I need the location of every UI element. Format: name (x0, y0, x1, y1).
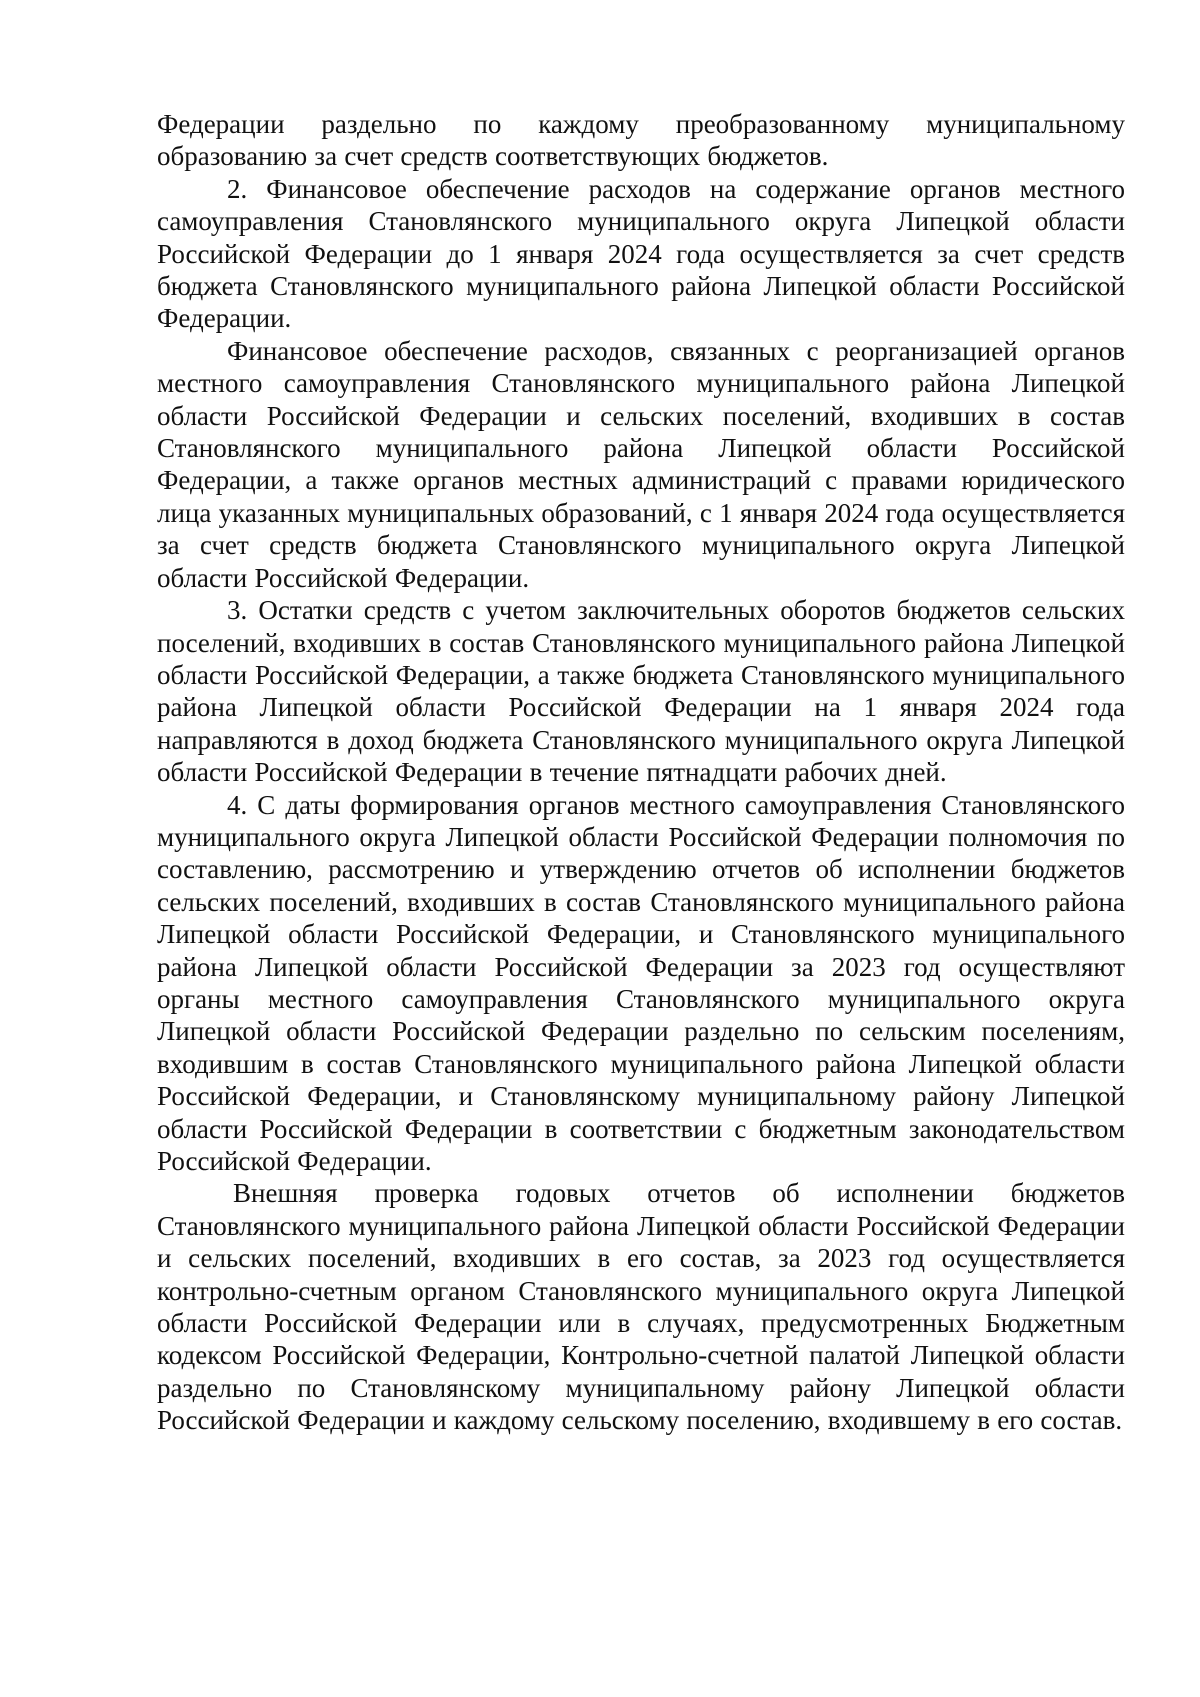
paragraph-financing-reorganization: Финансовое обеспечение расходов, связанных с реорганизацией органов местного самоуправления Становлянского муниципального района Липецкой области Российской Федерации и сельских поселений, входивших в состав Становлянского муниципального района Липецкой области Российской Федерации, а также органов местных администраций с правами юридического лица указанных муниципальных образований, с 1 января 2024 года осуществляется за счет средств бюджета Становлянского муниципального округа Липецкой области Российской Федерации. (157, 335, 1125, 593)
paragraph-continuation: Федерации раздельно по каждому преобразованному муниципальному образованию за счет средств соответствующих бюджетов. (157, 109, 1125, 172)
paragraph-item-3: 3. Остатки средств с учетом заключительных оборотов бюджетов сельских поселений, входивших в состав Становлянского муниципального района Липецкой области Российской Федерации, а также бюджета Становлянского муниципального района Липецкой области Российской Федерации на 1 января 2024 года направляются в доход бюджета Становлянского муниципального округа Липецкой области Российской Федерации в течение пятнадцати рабочих дней. (157, 595, 1125, 788)
document-body (157, 108, 1125, 1437)
paragraph-item-2: 2. Финансовое обеспечение расходов на содержание органов местного самоуправления Становлянского муниципального округа Липецкой области Российской Федерации до 1 января 2024 года осуществляется за счет средств бюджета Становлянского муниципального района Липецкой области Российской Федерации. (157, 173, 1125, 334)
paragraph-item-4: 4. С даты формирования органов местного самоуправления Становлянского муниципального округа Липецкой области Российской Федерации полномочия по составлению, рассмотрению и утверждению отчетов об исполнении бюджетов сельских поселений, входивших в состав Становлянского муниципального района Липецкой области Российской Федерации, и Становлянского муниципального района Липецкой области Российской Федерации за 2023 год осуществляют органы местного самоуправления Становлянского муниципального округа Липецкой области Российской Федерации раздельно по сельским поселениям, входившим в состав Становлянского муниципального района Липецкой области Российской Федерации, и Становлянскому муниципальному району Липецкой области Российской Федерации в соответствии с бюджетным законодательством Российской Федерации. (157, 789, 1125, 1176)
paragraph-external-audit: Внешняя проверка годовых отчетов об исполнении бюджетов Становлянского муниципального района Липецкой области Российской Федерации и сельских поселений, входивших в его состав, за 2023 год осуществляется контрольно-счетным органом Становлянского муниципального округа Липецкой области Российской Федерации или в случаях, предусмотренных Бюджетным кодексом Российской Федерации, Контрольно-счетной палатой Липецкой области раздельно по Становлянскому муниципальному району Липецкой области Российской Федерации и каждому сельскому поселению, входившему в его состав. (157, 1178, 1125, 1436)
